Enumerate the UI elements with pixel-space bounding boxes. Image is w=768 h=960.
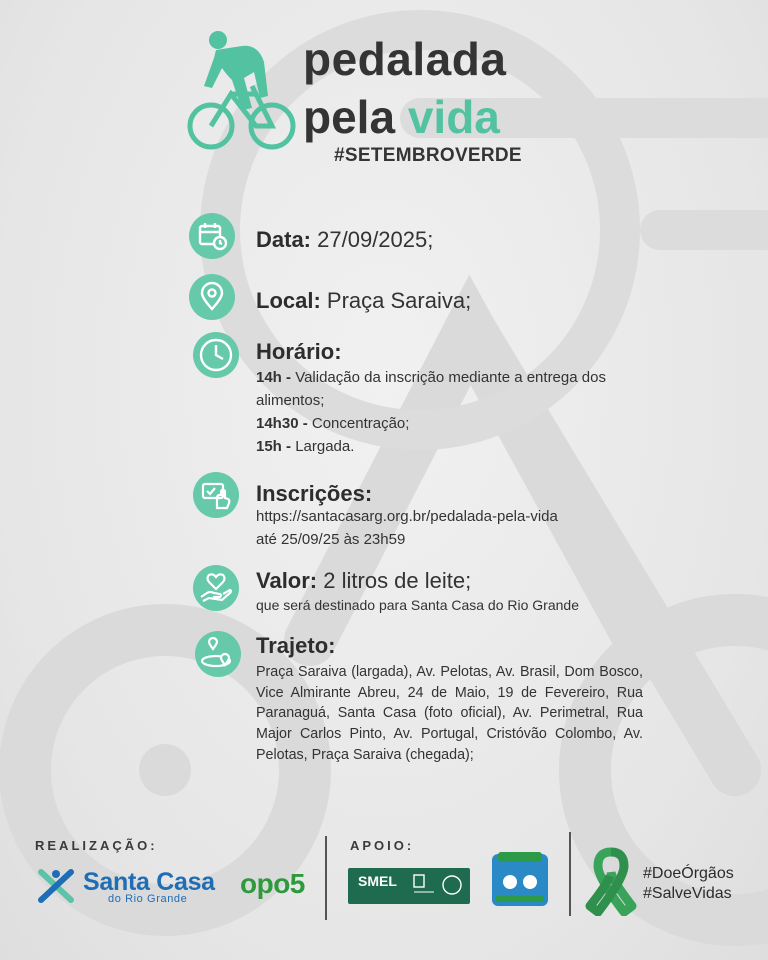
location-value: Praça Saraiva; [326, 288, 472, 313]
registration-title [256, 481, 372, 507]
hashtag-doe-orgaos: #DoeÓrgãos [643, 865, 734, 882]
date-line [256, 227, 433, 253]
title-line-2 [303, 91, 500, 143]
registration-icon [193, 472, 239, 518]
route-label: Trajeto: [256, 633, 336, 658]
smel-emblems-icon [412, 872, 466, 900]
cyclist-icon [186, 28, 301, 158]
campaign-hashtags [643, 864, 734, 904]
calendar-icon [189, 213, 235, 259]
registration-deadline: até 25/09/25 às 23h59 [256, 531, 406, 548]
awareness-ribbon-icon [584, 846, 638, 916]
schedule-time: 15h - [256, 438, 292, 455]
santa-casa-logo-icon [35, 866, 77, 906]
opo5-logo: opo5 [240, 868, 305, 899]
location-label: Local: [256, 288, 321, 313]
clock-icon [193, 332, 239, 378]
title-line-1: pedalada [303, 33, 507, 85]
support-label: APOIO: [350, 838, 415, 853]
schedule-title [256, 339, 342, 365]
hashtag-salve-vidas: #SalveVidas [643, 885, 732, 902]
title-word-pela: pela [303, 91, 396, 143]
price-line [256, 568, 471, 594]
footer-divider [569, 832, 571, 916]
santa-casa-subtitle: do Rio Grande [108, 893, 188, 905]
footer-divider [325, 836, 327, 920]
route-icon [195, 631, 241, 677]
schedule-item [256, 412, 620, 435]
organizer-label: REALIZAÇÃO: [35, 838, 158, 853]
location-pin-icon [189, 274, 235, 320]
registration-url[interactable]: https://santacasarg.org.br/pedalada-pela-vida [256, 508, 558, 525]
route-description: Praça Saraiva (largada), Av. Pelotas, Av. Brasil, Dom Bosco, Vice Almirante Abreu, 24 de Maio, 19 de Fevereiro, Rua Paranaguá, Santa Casa (foto oficial), Av. Perimetral, Rua Major Carlos Pinto, Av. Portugal, Cristóvão Colombo, Av. Pelotas, Praça Saraiva (chegada); [256, 664, 643, 763]
heart-hand-icon [193, 565, 239, 611]
route-title [256, 633, 335, 659]
schedule-text: Largada. [295, 438, 355, 455]
schedule-list [256, 366, 620, 458]
price-value: 2 litros de leite; [323, 568, 472, 593]
santa-casa-name: Santa Casa [83, 868, 215, 896]
schedule-text: Concentração; [311, 415, 410, 432]
date-label: Data: [256, 227, 312, 252]
price-label: Valor: [256, 568, 318, 593]
schedule-item [256, 435, 620, 458]
schedule-label: Horário: [256, 339, 342, 364]
date-value: 27/09/2025; [317, 227, 434, 252]
title-word-vida: vida [407, 91, 500, 143]
location-line [256, 288, 471, 314]
schedule-time: 14h30 - [256, 415, 308, 432]
schedule-text: Validação da inscrição mediante a entrega dos alimentos; [256, 369, 606, 409]
smel-logo-text: SMEL [358, 873, 397, 889]
price-note: que será destinado para Santa Casa do Rio Grande [256, 597, 579, 613]
registration-label: Inscrições: [256, 481, 373, 506]
campaign-hashtag: #SETEMBROVERDE [334, 145, 522, 166]
schedule-item [256, 366, 620, 412]
cycling-association-logo-icon [488, 850, 552, 910]
schedule-time: 14h - [256, 369, 292, 386]
